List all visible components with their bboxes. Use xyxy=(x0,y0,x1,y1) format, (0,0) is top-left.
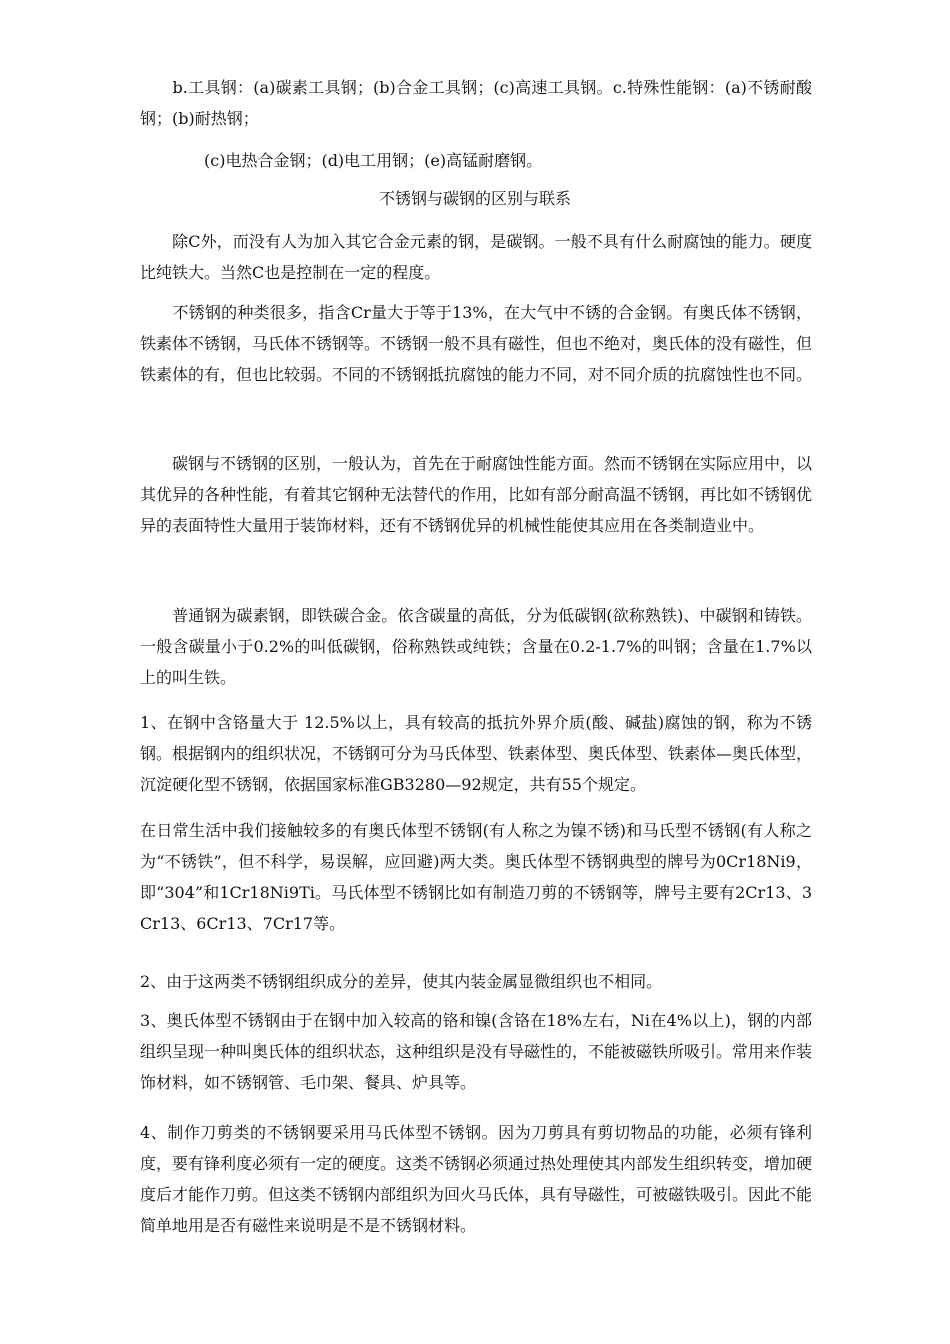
paragraph-special-steel: (c)电热合金钢；(d)电工用钢；(e)高锰耐磨钢。 xyxy=(140,151,543,170)
paragraph-difference: 碳钢与不锈钢的区别，一般认为，首先在于耐腐蚀性能方面。然而不锈钢在实际应用中，以其优异的各种性能，有着其它钢种无法替代的作用，比如有部分耐高温不锈钢，再比如不锈钢优异的表面特性大量用于装饰材料，还有不锈钢优异的机械性能使其应用在各类制造业中。 xyxy=(140,454,813,535)
paragraph-point-4: 4、制作刀剪类的不锈钢要采用马氏体型不锈钢。因为刀剪具有剪切物品的功能，必须有锋利度，要有锋利度必须有一定的硬度。这类不锈钢必须通过热处理使其内部发生组织转变，增加硬度后才能作刀剪。但这类不锈钢内部组织为回火马氏体，具有导磁性，可被磁铁吸引。因此不能简单地用是否有磁性来说明是不是不锈钢材料。 xyxy=(140,1123,813,1235)
paragraph-point-2: 2、由于这两类不锈钢组织成分的差异，使其内装金属显微组织也不相同。 xyxy=(140,972,663,991)
paragraph-carbon-steel: 除C外，而没有人为加入其它合金元素的钢，是碳钢。一般不具有什么耐腐蚀的能力。硬度比纯铁大。当然C也是控制在一定的程度。 xyxy=(140,232,812,282)
paragraph-tool-steel: b.工具钢：(a)碳素工具钢；(b)合金工具钢；(c)高速工具钢。c.特殊性能钢：(a)不锈耐酸钢；(b)耐热钢； xyxy=(140,78,812,128)
paragraph-daily-life: 在日常生活中我们接触较多的有奥氏体型不锈钢(有人称之为镍不锈)和马氏型不锈钢(有人称之为“不锈铁”，但不科学，易误解，应回避)两大类。奥氏体型不锈钢典型的牌号为0Cr18Ni9，即“304”和1Cr18Ni9Ti。马氏体型不锈钢比如有制造刀剪的不锈钢等，牌号主要有2Cr13、3Cr13、6Cr13、7Cr17等。 xyxy=(140,821,812,933)
paragraph-stainless-types: 不锈钢的种类很多，指含Cr量大于等于13%，在大气中不锈的合金钢。有奥氏体不锈钢，铁素体不锈钢，马氏体不锈钢等。不锈钢一般不具有磁性，但也不绝对，奥氏体的没有磁性，但铁素体的有，但也比较弱。不同的不锈钢抵抗腐蚀的能力不同，对不同介质的抗腐蚀性也不同。 xyxy=(140,303,813,384)
paragraph-ordinary-steel: 普通钢为碳素钢，即铁碳合金。依含碳量的高低，分为低碳钢(欲称熟铁)、中碳钢和铸铁。一般含碳量小于0.2%的叫低碳钢，俗称熟铁或纯铁；含量在0.2-1.7%的叫钢；含量在1.7%以上的叫生铁。 xyxy=(140,606,812,687)
paragraph-point-3: 3、奥氏体型不锈钢由于在钢中加入较高的铬和镍(含铬在18%左右，Ni在4%以上)，钢的内部组织呈现一种叫奥氏体的组织状态，这种组织是没有导磁性的，不能被磁铁所吸引。常用来作装饰材料，如不锈钢管、毛巾架、餐具、炉具等。 xyxy=(140,1011,813,1092)
section-title: 不锈钢与碳钢的区别与联系 xyxy=(378,189,571,208)
paragraph-point-1: 1、在钢中含铬量大于 12.5%以上，具有较高的抵抗外界介质(酸、碱盐)腐蚀的钢，称为不锈钢。根据钢内的组织状况，不锈钢可分为马氏体型、铁素体型、奥氏体型、铁素体—奥氏体型，沉淀硬化型不锈钢，依据国家标准GB3280—92规定，共有55个规定。 xyxy=(140,713,813,794)
